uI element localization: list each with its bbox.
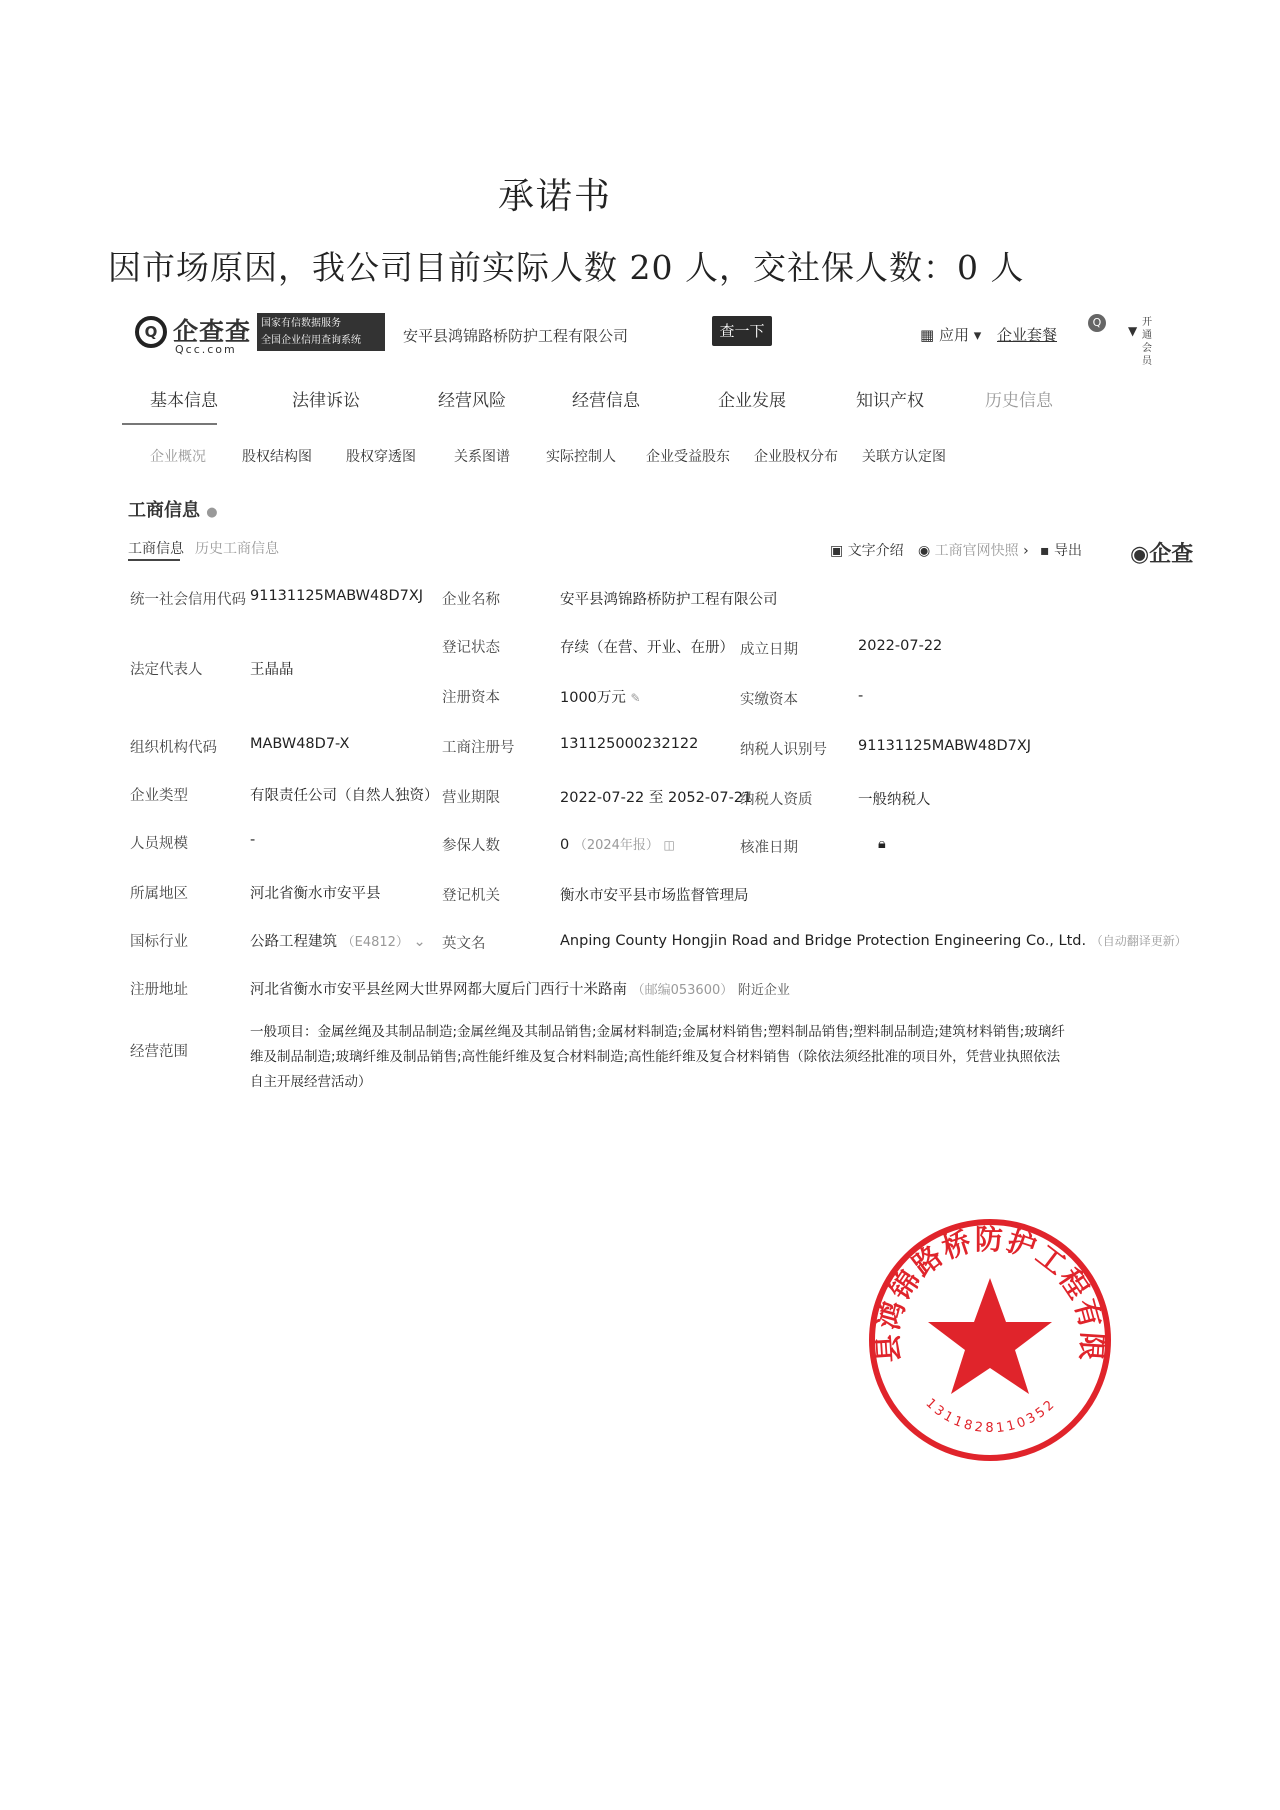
credit-code-label: 统一社会信用代码 [130,592,246,608]
nav-operation[interactable]: 经营信息 [572,391,640,411]
nav-ip[interactable]: 知识产权 [856,391,924,411]
taxpayer-qual-label: 纳税人资质 [740,792,813,808]
active-nav-indicator [122,423,217,425]
postcode: （邮编053600） [631,983,734,998]
document-icon: ▣ [830,543,844,559]
export-button[interactable] [1040,540,1082,560]
logo-badge [257,313,385,351]
apps-menu[interactable] [920,324,981,345]
document-title: 承诺书 [497,176,612,217]
subnav-equity-penetration[interactable]: 股权穿透图 [346,449,416,465]
commitment-statement: 因市场原因，我公司目前实际人数 20 人，交社保人数：0 人 [108,248,1025,287]
star-icon [928,1278,1052,1394]
org-code-value: MABW48D7-X [250,736,350,752]
english-name-label: 英文名 [442,936,486,952]
paid-capital-label: 实缴资本 [740,692,798,708]
taxpayer-id-value: 91131125MABW48D7XJ [858,738,1032,754]
company-type-label: 企业类型 [130,788,188,804]
reg-status-label: 登记状态 [442,640,500,656]
reg-no-label: 工商注册号 [442,740,515,756]
nav-legal[interactable]: 法律诉讼 [292,391,360,411]
business-term-label: 营业期限 [442,790,500,806]
logo-text: 企查查 [173,317,252,346]
reg-authority-label: 登记机关 [442,888,500,904]
company-name-value: 安平县鸿锦路桥防护工程有限公司 [560,592,778,608]
scope-value: 一般项目：金属丝绳及其制品制造;金属丝绳及其制品销售;金属材料制造;金属材料销售;塑料制品销售;塑料制品制造;建筑材料销售;玻璃纤维及制品制造;玻璃纤维及制品销售;高性能纤维及复合材料制造;高性能纤维及复合材料销售（除依法须经批准的项目外，凭营业执照依法自主开展经营活动） [250,1024,1065,1090]
staff-size-label: 人员规模 [130,836,188,852]
reg-status-value: 存续（在营、开业、在册） [560,640,734,656]
reg-capital-label: 注册资本 [442,690,500,706]
text-intro-label: 文字介绍 [847,543,904,559]
chart-icon[interactable]: ◫ [663,838,675,852]
seal-text: 县鸿锦路桥防护工程有限 [871,1222,1109,1364]
active-tab-indicator [128,559,180,561]
qcc-circle-icon: ◉ [918,543,931,559]
user-avatar-icon[interactable]: Q [1088,314,1106,332]
reg-authority-value: 衡水市安平县市场监督管理局 [560,888,749,904]
industry-name: 公路工程建筑 [250,934,337,950]
tab-history-business-info[interactable]: 历史工商信息 [195,541,279,557]
english-name-text: Anping County Hongjin Road and Bridge Protection Engineering Co., Ltd. [560,933,1087,949]
open-membership-link[interactable]: 开通会员 [1142,317,1152,367]
sub-nav [150,446,1050,470]
subnav-beneficial-owner[interactable]: 企业受益股东 [646,449,730,465]
approval-date-label: 核准日期 [740,840,798,856]
org-code-label: 组织机构代码 [130,740,217,756]
top-bar [135,312,1165,367]
section-tools [830,540,1194,567]
logo-badge-line2: 全国企业信用查询系统 [261,335,361,346]
insured-year: （2024年报） [573,838,659,853]
section-title-text: 工商信息 [128,500,200,521]
company-seal [860,1210,1120,1470]
region-value[interactable]: 河北省衡水市安平县 [250,886,381,902]
qcc-logo-icon: ◉ [1130,542,1150,567]
export-label: 导出 [1053,543,1082,559]
nav-risk[interactable]: 经营风险 [438,391,506,411]
brand-mark-text: 企查 [1149,542,1194,567]
seal-graphic [860,1210,1120,1470]
address-value [250,978,790,999]
main-nav [150,386,1140,416]
nearby-link[interactable]: 附近企业 [737,983,790,998]
paid-capital-value: - [858,688,864,704]
subnav-relation-graph[interactable]: 关系图谱 [454,449,510,465]
official-snapshot-label: 工商官网快照 [934,543,1019,559]
address-text: 河北省衡水市安平县丝网大世界网都大厦后门西行十米路南 [250,982,627,998]
grid-icon: ▦ [920,326,935,344]
chevron-down-icon: ⌄ [413,934,426,950]
qcc-screenshot [120,300,1194,1180]
industry-label: 国标行业 [130,934,188,950]
subnav-overview[interactable]: 企业概况 [150,449,206,465]
seal-number: 1311828110352 [922,1395,1060,1437]
company-name-label: 企业名称 [442,592,500,608]
lock-icon[interactable]: 🔒︎ [878,836,886,852]
svg-text:1311828110352 [922,1396,1059,1436]
insured-label: 参保人数 [442,838,500,854]
logo-badge-line1: 国家有信数据服务 [261,318,341,329]
insured-count: 0 [560,837,570,853]
apps-label: 应用 [938,326,969,344]
qcc-brand-mark [1130,537,1193,568]
subnav-equity-distribution[interactable]: 企业股权分布 [754,449,838,465]
taxpayer-id-label: 纳税人识别号 [740,742,827,758]
region-label: 所属地区 [130,886,188,902]
search-button[interactable]: 查一下 [712,316,772,346]
official-snapshot-button[interactable] [918,540,1029,560]
qcc-logo-icon: Q [135,316,167,348]
business-term-value: 2022-07-22 至 2052-07-21 [560,790,753,806]
english-name-note: （自动翻译更新） [1090,934,1187,948]
edit-icon[interactable]: ✎ [630,691,641,705]
insured-value [560,834,675,853]
subnav-related-parties[interactable]: 关联方认定图 [862,449,946,465]
industry-value[interactable] [250,930,426,951]
caret-down-icon: ▾ [973,326,982,344]
info-icon: ● [206,505,218,520]
staff-size-value: - [250,832,256,848]
nav-history[interactable]: 历史信息 [985,391,1053,411]
company-type-value: 有限责任公司（自然人独资） [250,788,439,804]
package-link[interactable]: 企业套餐 [997,326,1058,344]
reg-no-value: 131125000232122 [560,736,699,752]
subnav-actual-controller[interactable]: 实际控制人 [546,449,616,465]
chevron-right-icon: › [1023,543,1029,559]
est-date-label: 成立日期 [740,642,798,658]
taxpayer-qual-value: 一般纳税人 [858,792,931,808]
reg-capital-amount: 1000万元 [560,690,626,706]
logo-domain: Qcc.com [175,343,237,356]
search-input[interactable]: 安平县鸿锦路桥防护工程有限公司 [403,327,629,345]
nav-development[interactable]: 企业发展 [718,391,786,411]
industry-code: （E4812） [341,935,409,950]
credit-code-value: 91131125MABW48D7XJ [250,588,424,604]
reg-capital-value [560,686,641,707]
export-icon: ▪ [1040,543,1050,559]
address-label: 注册地址 [130,982,188,998]
chevron-down-icon[interactable]: ▼ [1128,324,1138,338]
text-intro-button[interactable] [830,540,904,560]
section-title [128,496,218,522]
scope-label: 经营范围 [130,1044,188,1060]
nav-basic-info[interactable]: 基本信息 [150,391,218,411]
est-date-value: 2022-07-22 [858,638,943,654]
tab-business-info[interactable]: 工商信息 [128,541,184,557]
legal-rep-label: 法定代表人 [130,662,203,678]
english-name-value [560,932,1187,949]
legal-rep-value[interactable]: 王晶晶 [250,662,294,678]
subnav-equity-structure[interactable]: 股权结构图 [242,449,312,465]
